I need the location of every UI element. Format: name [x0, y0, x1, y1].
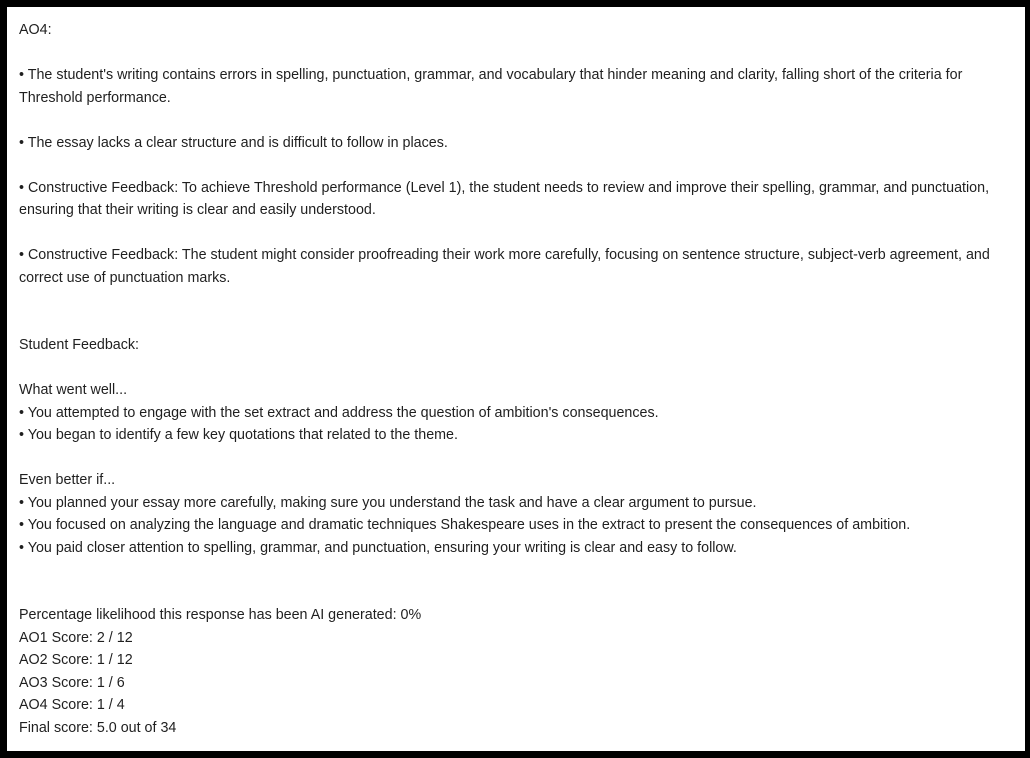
went-well-heading: What went well... — [19, 382, 128, 398]
student-feedback-heading: Student Feedback: — [19, 337, 140, 353]
went-well-item-2: • You began to identify a few key quotations that related to the theme. — [19, 427, 458, 443]
ao4-score: AO4 Score: 1 / 4 — [19, 697, 125, 713]
feedback-content — [19, 19, 1029, 739]
ao4-bullet-2: • The essay lacks a clear structure and is difficult to follow in places. — [19, 134, 448, 151]
ao4-bullet-3: • Constructive Feedback: To achieve Threshold performance (Level 1), the student needs to review and improve their spelling, grammar, and punctuation, ensuring that their writing is clear and easily understood. — [19, 179, 990, 218]
ao3-score: AO3 Score: 1 / 6 — [19, 674, 125, 691]
ao2-score: AO2 Score: 1 / 12 — [19, 652, 133, 668]
even-better-heading: Even better if... — [19, 472, 116, 488]
ao4-bullet-1: • The student's writing contains errors in spelling, punctuation, grammar, and vocabulary that hinder meaning and clarity, falling short of the criteria for Threshold performance. — [19, 67, 963, 106]
feedback-panel — [7, 7, 1025, 751]
even-better-item-1: • You planned your essay more carefully, making sure you understand the task and have a clear argument to pursue. — [19, 494, 757, 511]
ai-likelihood: Percentage likelihood this response has been AI generated: 0% — [19, 607, 422, 623]
went-well-item-1: • You attempted to engage with the set extract and address the question of ambition's consequences. — [19, 404, 659, 421]
ao4-bullet-4: • Constructive Feedback: The student might consider proofreading their work more carefully, focusing on sentence structure, subject-verb agreement, and correct use of punctuation marks. — [19, 247, 990, 286]
ao1-score: AO1 Score: 2 / 12 — [19, 629, 133, 646]
even-better-item-2: • You focused on analyzing the language and dramatic techniques Shakespeare uses in the extract to present the consequences of ambition. — [19, 517, 911, 533]
final-score: Final score: 5.0 out of 34 — [19, 719, 177, 736]
even-better-item-3: • You paid closer attention to spelling, grammar, and punctuation, ensuring your writing is clear and easy to follow. — [19, 539, 737, 556]
ao4-heading: AO4: — [19, 22, 52, 38]
